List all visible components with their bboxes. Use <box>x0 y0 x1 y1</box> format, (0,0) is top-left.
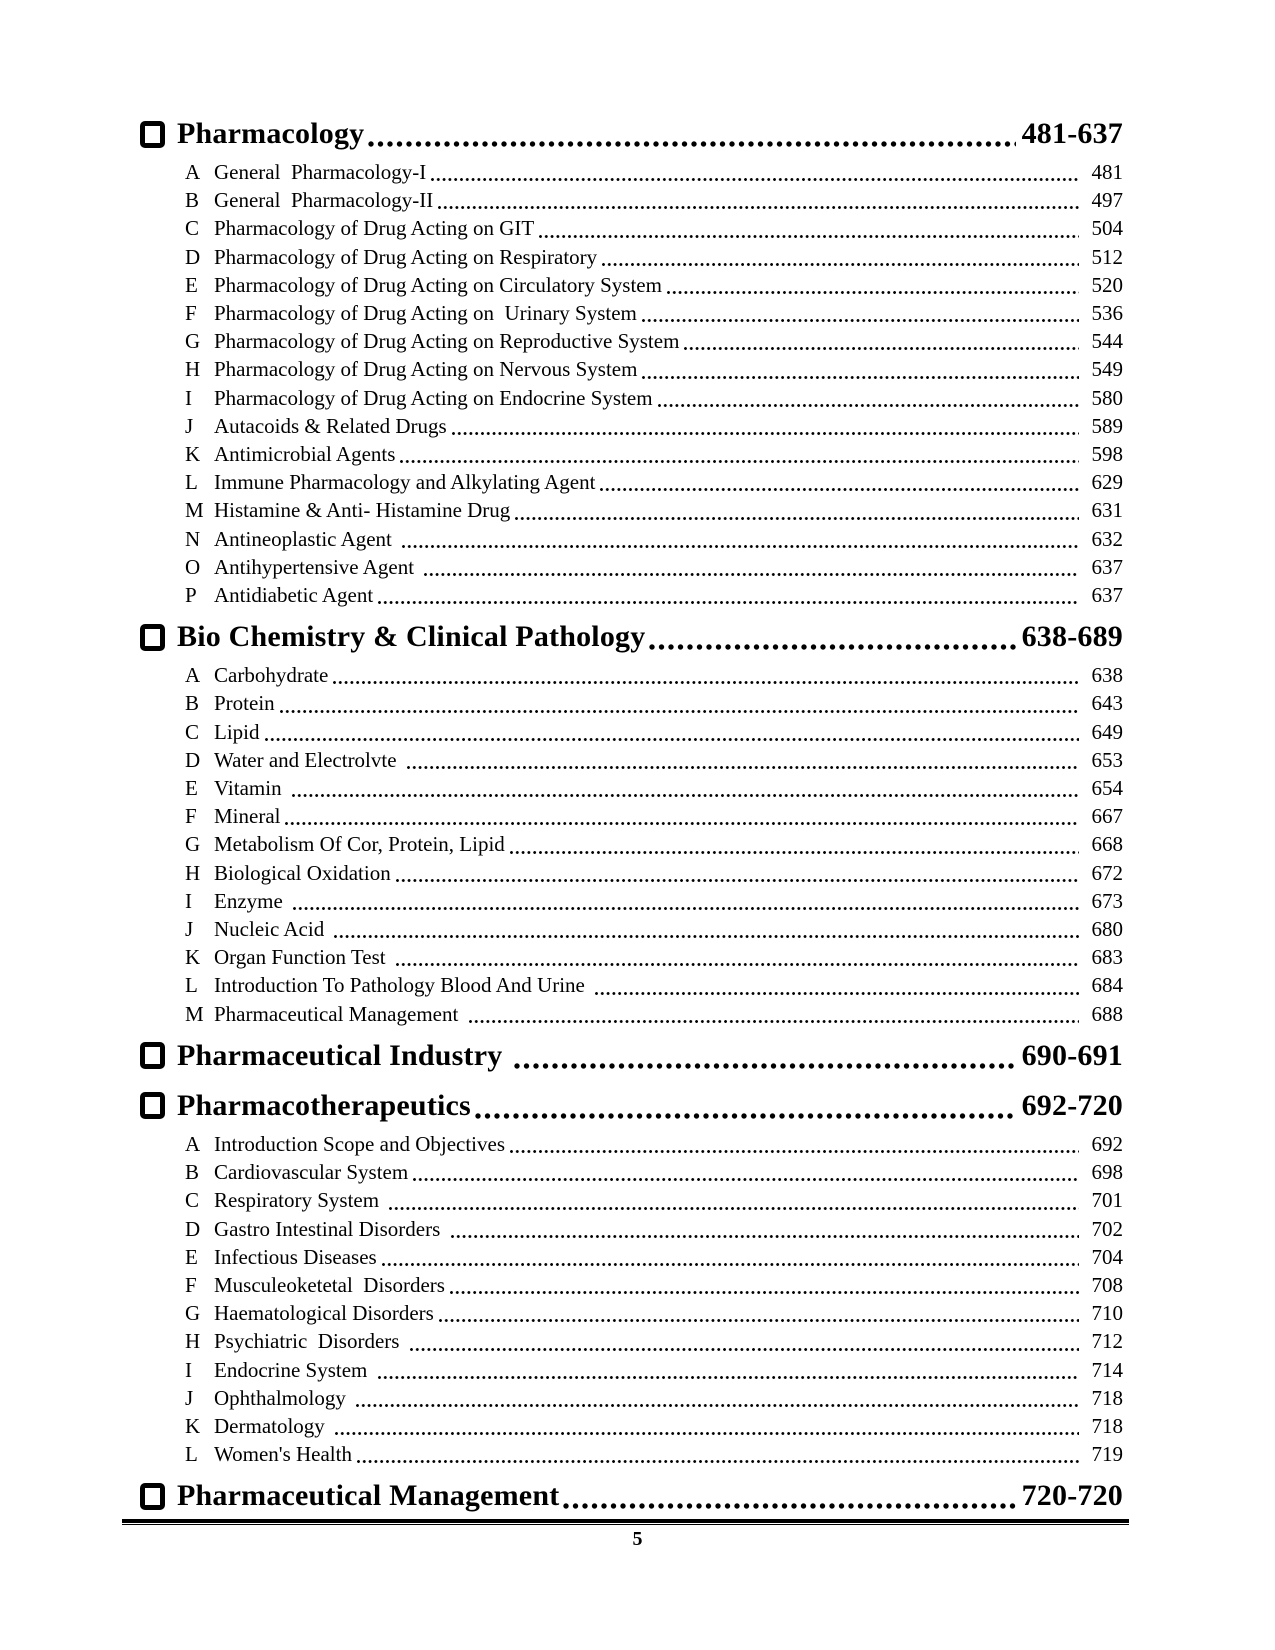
toc-entry-page-number: 692 <box>1091 1131 1123 1156</box>
toc-entry-letter: H <box>185 860 201 885</box>
toc-entry-letter: J <box>185 917 194 942</box>
toc-entry-letter: K <box>185 1413 201 1438</box>
dot-leader <box>389 1207 1079 1210</box>
toc-entry-letter: H <box>185 1329 201 1354</box>
toc-entry-letter: A <box>185 663 201 688</box>
dot-leader <box>335 1432 1079 1435</box>
toc-entry-page-number: 668 <box>1091 832 1123 857</box>
toc-entry-title: Lipid <box>214 719 260 744</box>
toc-entry-page-number: 649 <box>1091 719 1123 744</box>
toc-entry-letter: B <box>185 691 200 716</box>
toc-entry-letter: E <box>185 776 198 801</box>
dot-leader <box>595 992 1079 995</box>
toc-entry-row <box>140 1158 1123 1186</box>
square-bullet-icon <box>140 624 165 651</box>
dot-leader <box>469 1020 1079 1023</box>
dot-leader <box>439 1319 1079 1322</box>
dot-leader <box>475 1113 1016 1119</box>
toc-entry-row <box>140 440 1123 468</box>
dot-leader <box>396 879 1079 882</box>
dot-leader <box>265 738 1080 741</box>
toc-entry-letter: E <box>185 272 198 297</box>
toc-entry-page-number: 589 <box>1091 413 1123 438</box>
footer-page-number: 5 <box>632 1528 643 1550</box>
toc-entry-row <box>140 1327 1123 1355</box>
toc-entry-page-number: 673 <box>1091 888 1123 913</box>
dot-leader <box>356 1404 1079 1407</box>
dot-leader <box>410 1348 1079 1351</box>
toc-entry-letter: D <box>185 1216 201 1241</box>
toc-entry-row <box>140 718 1123 746</box>
dot-leader <box>515 517 1079 520</box>
dot-leader <box>407 766 1079 769</box>
toc-entry-row <box>140 1384 1123 1412</box>
toc-section-page-range: 692-720 <box>1021 1088 1123 1122</box>
toc-entry-title: Respiratory System <box>214 1188 385 1213</box>
toc-entry-title: Gastro Intestinal Disorders <box>214 1216 446 1241</box>
toc-entry-letter: E <box>185 1244 198 1269</box>
toc-entry-title: Pharmacology of Drug Acting on Respiratory <box>214 244 598 269</box>
toc-section-header <box>140 615 1123 659</box>
toc-entry-title: Pharmacology of Drug Acting on GIT <box>214 216 535 241</box>
toc-entry-row <box>140 158 1123 186</box>
toc-entry-row <box>140 327 1123 355</box>
toc-entry-letter: F <box>185 301 197 326</box>
toc-entry-title: Autacoids & Related Drugs <box>214 413 447 438</box>
toc-entry-title: Carbohydrate <box>214 663 329 688</box>
toc-entry-page-number: 708 <box>1091 1272 1123 1297</box>
toc-entry-page-number: 710 <box>1091 1301 1123 1326</box>
toc-entry-title: Enzyme <box>214 888 289 913</box>
toc-entry-letter: A <box>185 1131 201 1156</box>
toc-entry-page-number: 698 <box>1091 1160 1123 1185</box>
toc-entry-title: Psychiatric Disorders <box>214 1329 405 1354</box>
toc-entry-row <box>140 468 1123 496</box>
toc-entry-title: Histamine & Anti- Histamine Drug <box>214 498 511 523</box>
dot-leader <box>424 573 1079 576</box>
toc-entry-title: Antineoplastic Agent <box>214 526 398 551</box>
toc-entry-page-number: 701 <box>1091 1188 1123 1213</box>
dot-leader <box>280 710 1079 713</box>
toc-entry-letter: K <box>185 442 201 467</box>
toc-entry-page-number: 512 <box>1091 244 1123 269</box>
toc-entry-letter: M <box>185 1001 204 1026</box>
toc-section-header <box>140 1474 1123 1518</box>
toc-entry-title: Cardiovascular System <box>214 1160 409 1185</box>
toc-entry-title: Pharmaceutical Management <box>214 1001 464 1026</box>
toc-entry-title: Introduction To Pathology Blood And Urine <box>214 973 591 998</box>
toc-section-title: Pharmaceutical Industry <box>177 1038 511 1072</box>
toc-entry-title: Women's Health <box>214 1442 352 1467</box>
toc-entry-letter: B <box>185 188 200 213</box>
toc-entry-letter: G <box>185 329 201 354</box>
toc-entry-row <box>140 1000 1123 1028</box>
toc-entry-row <box>140 525 1123 553</box>
toc-entry-row <box>140 1356 1123 1384</box>
toc-entry-page-number: 667 <box>1091 804 1123 829</box>
toc-entry-title: Mineral <box>214 804 281 829</box>
toc-entry-page-number: 544 <box>1091 329 1123 354</box>
toc <box>140 0 1123 1520</box>
dot-leader <box>684 347 1079 350</box>
toc-entry-row <box>140 1186 1123 1214</box>
toc-entry-title: Pharmacology of Drug Acting on Endocrine System <box>214 385 653 410</box>
square-bullet-icon <box>140 1483 165 1510</box>
dot-leader <box>642 319 1079 322</box>
toc-entry-letter: A <box>185 160 201 184</box>
toc-section-header <box>140 1034 1123 1078</box>
toc-entry-letter: L <box>185 973 198 998</box>
dot-leader <box>510 851 1079 854</box>
toc-entry-row <box>140 1243 1123 1271</box>
toc-entry-title: General Pharmacology-II <box>214 188 434 213</box>
toc-entry-page-number: 688 <box>1091 1001 1123 1026</box>
toc-entry-row <box>140 1130 1123 1158</box>
toc-entry-letter: F <box>185 1272 197 1297</box>
toc-entry-letter: B <box>185 1160 200 1185</box>
toc-entry-row <box>140 1215 1123 1243</box>
square-bullet-icon <box>140 121 165 148</box>
toc-entry-title: Antidiabetic Agent <box>214 583 374 608</box>
toc-entry-title: Immune Pharmacology and Alkylating Agent <box>214 470 596 495</box>
dot-leader <box>402 545 1079 548</box>
toc-entry-title: Introduction Scope and Objectives <box>214 1131 506 1156</box>
toc-section-title: Pharmacology <box>177 117 365 150</box>
toc-entry-title: Vitamin <box>214 776 287 801</box>
dot-leader <box>333 681 1079 684</box>
toc-entry-row <box>140 830 1123 858</box>
toc-entry-page-number: 497 <box>1091 188 1123 213</box>
dot-leader <box>450 1291 1079 1294</box>
square-bullet-icon <box>140 1042 165 1069</box>
toc-entry-row <box>140 496 1123 524</box>
dot-leader <box>539 235 1079 238</box>
toc-entry-row <box>140 412 1123 440</box>
dot-leader <box>293 907 1079 910</box>
dot-leader <box>452 432 1079 435</box>
toc-entry-page-number: 536 <box>1091 301 1123 326</box>
toc-entry-title: Water and Electrolvte <box>214 747 402 772</box>
toc-entry-page-number: 702 <box>1091 1216 1123 1241</box>
dot-leader <box>368 141 1015 147</box>
toc-entry-page-number: 638 <box>1091 663 1123 688</box>
toc-entry-row <box>140 186 1123 214</box>
toc-entry-row <box>140 214 1123 242</box>
toc-section-page-range: 690-691 <box>1021 1038 1123 1072</box>
toc-entry-letter: C <box>185 719 200 744</box>
dot-leader <box>649 644 1015 650</box>
toc-entry-page-number: 643 <box>1091 691 1123 716</box>
dot-leader <box>334 935 1079 938</box>
toc-entry-row <box>140 774 1123 802</box>
toc-entry-row <box>140 355 1123 383</box>
toc-entry-letter: N <box>185 526 201 551</box>
toc-entry-row <box>140 384 1123 412</box>
toc-entry-row <box>140 802 1123 830</box>
toc-entry-page-number: 684 <box>1091 973 1123 998</box>
dot-leader <box>400 460 1079 463</box>
toc-entry-title: Pharmacology of Drug Acting on Reproductive System <box>214 329 680 354</box>
toc-entry-row <box>140 553 1123 581</box>
toc-entry-row <box>140 243 1123 271</box>
toc-entry-title: Organ Function Test <box>214 945 391 970</box>
toc-entry-row <box>140 299 1123 327</box>
toc-entry-letter: G <box>185 1301 201 1326</box>
dot-leader <box>658 404 1079 407</box>
toc-entry-row <box>140 943 1123 971</box>
toc-entry-page-number: 712 <box>1091 1329 1123 1354</box>
toc-section-title: Pharmacotherapeutics <box>177 1088 471 1122</box>
toc-entry-title: Metabolism Of Cor, Protein, Lipid <box>214 832 505 857</box>
toc-section-header <box>140 1084 1123 1128</box>
dot-leader <box>510 1150 1079 1153</box>
dot-leader <box>451 1235 1079 1238</box>
toc-section-page-range: 720-720 <box>1021 1479 1123 1513</box>
toc-entry-title: Ophthalmology <box>214 1385 352 1410</box>
toc-entry-page-number: 654 <box>1091 776 1123 801</box>
toc-entry-page-number: 632 <box>1091 526 1123 551</box>
toc-entry-letter: D <box>185 747 201 772</box>
footer-divider <box>122 1519 1129 1525</box>
toc-section-title: Bio Chemistry & Clinical Pathology <box>177 620 646 654</box>
toc-entry-row <box>140 746 1123 774</box>
toc-entry-page-number: 481 <box>1091 160 1123 184</box>
toc-entry-letter: K <box>185 945 201 970</box>
toc-entry-letter: L <box>185 470 198 495</box>
toc-entry-letter: I <box>185 385 192 410</box>
toc-entry-title: General Pharmacology-I <box>214 160 427 184</box>
toc-entry-row <box>140 1299 1123 1327</box>
toc-entry-row <box>140 271 1123 299</box>
toc-entry-letter: J <box>185 413 194 438</box>
toc-entry-page-number: 580 <box>1091 385 1123 410</box>
toc-entry-row <box>140 689 1123 717</box>
toc-entry-page-number: 714 <box>1091 1357 1123 1382</box>
toc-entry-row <box>140 859 1123 887</box>
dot-leader <box>396 963 1079 966</box>
toc-entry-page-number: 704 <box>1091 1244 1123 1269</box>
dot-leader <box>378 601 1079 604</box>
toc-entry-row <box>140 1412 1123 1440</box>
toc-entry-page-number: 718 <box>1091 1385 1123 1410</box>
toc-entry-page-number: 629 <box>1091 470 1123 495</box>
dot-leader <box>285 822 1079 825</box>
dot-leader <box>602 263 1079 266</box>
toc-section-title: Pharmaceutical Management <box>177 1479 560 1513</box>
toc-entry-title: Endocrine System <box>214 1357 373 1382</box>
toc-entry-title: Nucleic Acid <box>214 917 330 942</box>
toc-entry-title: Pharmacology of Drug Acting on Nervous System <box>214 357 638 382</box>
toc-entry-page-number: 718 <box>1091 1413 1123 1438</box>
toc-entry-row <box>140 887 1123 915</box>
toc-entry-title: Antimicrobial Agents <box>214 442 396 467</box>
toc-entry-row <box>140 1440 1123 1468</box>
toc-entry-row <box>140 661 1123 689</box>
toc-entry-title: Infectious Diseases <box>214 1244 377 1269</box>
toc-entry-letter: I <box>185 1357 192 1382</box>
toc-entry-letter: J <box>185 1385 194 1410</box>
dot-leader <box>600 488 1079 491</box>
toc-entry-title: Biological Oxidation <box>214 860 391 885</box>
toc-entry-letter: I <box>185 888 192 913</box>
toc-entry-page-number: 549 <box>1091 357 1123 382</box>
toc-entry-title: Antihypertensive Agent <box>214 554 420 579</box>
toc-entry-page-number: 637 <box>1091 554 1123 579</box>
dot-leader <box>382 1263 1079 1266</box>
toc-entry-letter: D <box>185 244 201 269</box>
dot-leader <box>357 1460 1079 1463</box>
dot-leader <box>431 178 1079 181</box>
toc-entry-page-number: 631 <box>1091 498 1123 523</box>
dot-leader <box>438 206 1079 209</box>
toc-section-header <box>140 112 1123 156</box>
dot-leader <box>292 794 1079 797</box>
toc-entry-row <box>140 581 1123 609</box>
dot-leader <box>514 1063 1015 1069</box>
toc-entry-row <box>140 1271 1123 1299</box>
toc-entry-letter: H <box>185 357 201 382</box>
toc-entry-letter: O <box>185 554 201 579</box>
toc-section-page-range: 638-689 <box>1021 620 1123 654</box>
toc-entry-title: Haematological Disorders <box>214 1301 434 1326</box>
toc-entry-title: Pharmacology of Drug Acting on Urinary System <box>214 301 637 326</box>
toc-entry-page-number: 680 <box>1091 917 1123 942</box>
dot-leader <box>378 1376 1079 1379</box>
toc-entry-letter: C <box>185 216 200 241</box>
toc-entry-title: Musculeoketetal Disorders <box>214 1272 445 1297</box>
dot-leader <box>667 291 1079 294</box>
toc-entry-page-number: 683 <box>1091 945 1123 970</box>
toc-entry-title: Pharmacology of Drug Acting on Circulatory System <box>214 272 662 297</box>
toc-section-page-range: 481-637 <box>1021 117 1123 150</box>
toc-entry-page-number: 504 <box>1091 216 1123 241</box>
toc-entry-letter: L <box>185 1442 198 1467</box>
toc-entry-page-number: 719 <box>1091 1442 1123 1467</box>
toc-entry-title: Dermatology <box>214 1413 331 1438</box>
toc-entry-letter: G <box>185 832 201 857</box>
toc-entry-letter: C <box>185 1188 200 1213</box>
toc-entry-letter: M <box>185 498 204 523</box>
toc-entry-page-number: 637 <box>1091 583 1123 608</box>
toc-entry-letter: P <box>185 583 197 608</box>
toc-entry-title: Protein <box>214 691 275 716</box>
dot-leader <box>642 376 1079 379</box>
dot-leader <box>563 1503 1015 1509</box>
toc-entry-page-number: 653 <box>1091 747 1123 772</box>
toc-entry-page-number: 672 <box>1091 860 1123 885</box>
square-bullet-icon <box>140 1092 165 1119</box>
toc-entry-row <box>140 971 1123 999</box>
toc-entry-row <box>140 915 1123 943</box>
toc-entry-page-number: 598 <box>1091 442 1123 467</box>
toc-entry-page-number: 520 <box>1091 272 1123 297</box>
toc-entry-letter: F <box>185 804 197 829</box>
dot-leader <box>413 1178 1079 1181</box>
